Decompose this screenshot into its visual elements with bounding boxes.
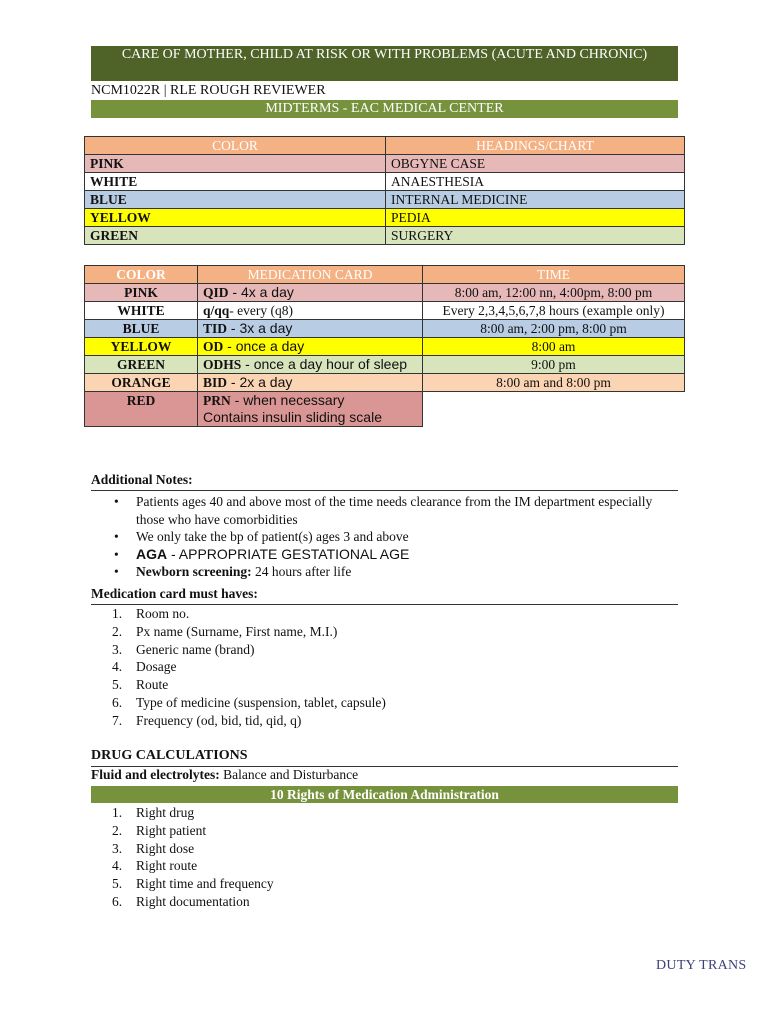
color-cell: ORANGE [85,374,198,392]
list-number: 1. [112,805,123,820]
list-number: 4. [112,659,123,675]
list-item [91,563,671,581]
column-header-medication: MEDICATION CARD [198,266,423,284]
list-number: 1. [112,606,123,621]
list-item [91,493,671,528]
list-number: 2. [112,623,123,639]
table-header-row [85,137,685,155]
note-term: Newborn screening: [136,564,252,579]
time-cell: 9:00 pm [423,356,685,374]
note-text: - APPROPRIATE GESTATIONAL AGE [167,545,410,562]
list-number: 7. [112,712,123,728]
list-item-text: Right documentation [136,893,250,909]
color-cell: YELLOW [85,338,198,356]
footer-text: DUTY TRANS [656,958,747,973]
color-cell: PINK [85,155,386,173]
medication-cell [198,374,423,392]
list-item [91,893,274,911]
table-row [85,191,685,209]
list-number: 3. [112,641,123,657]
medication-cell [198,302,423,320]
time-cell: 8:00 am, 2:00 pm, 8:00 pm [423,320,685,338]
chart-cell: INTERNAL MEDICINE [386,191,685,209]
course-code: NCM1022R | RLE ROUGH REVIEWER [91,83,326,98]
column-header-color: COLOR [85,266,198,284]
list-item-text: Right patient [136,822,207,838]
list-item [91,694,386,712]
time-cell: 8:00 am and 8:00 pm [423,374,685,392]
list-item [91,822,274,840]
chart-cell: ANAESTHESIA [386,173,685,191]
table-row [85,392,685,427]
list-item [91,658,386,676]
color-cell: PINK [85,284,198,302]
table-row [85,302,685,320]
table-row [85,209,685,227]
drug-calculations-heading: DRUG CALCULATIONS [91,748,248,763]
medication-cell [198,320,423,338]
frequency-description: - once a day hour of sleep [241,356,408,372]
color-cell: BLUE [85,320,198,338]
list-item-text: Type of medicine (suspension, tablet, capsule) [136,694,386,710]
divider [91,490,678,491]
list-item-text: Route [136,677,169,693]
table-row [85,284,685,302]
frequency-description: - 4x a day [228,284,294,300]
list-number: 4. [112,858,123,874]
table-row [85,227,685,245]
frequency-abbreviation: QID [203,285,229,300]
note-text: 24 hours after life [251,564,352,579]
frequency-description: - 3x a day [227,320,293,336]
chart-cell: SURGERY [386,227,685,245]
frequency-abbreviation: ODHS [203,357,242,372]
list-item-text: Right time and frequency [136,876,274,892]
chart-cell: OBGYNE CASE [386,155,685,173]
list-item [91,676,386,694]
note-term: AGA [136,545,168,562]
rights-list [91,804,274,911]
list-number: 3. [112,840,123,856]
fluid-text: Balance and Disturbance [219,767,359,782]
list-item-text: Right drug [136,805,195,820]
table-header-row [85,266,685,284]
note-text: Patients ages 40 and above most of the time needs clearance from the IM department especially those who have comorbidities [136,494,653,527]
list-item-text: Generic name (brand) [136,641,255,657]
list-item-text: Px name (Surname, First name, M.I.) [136,623,338,639]
list-item-text: Right dose [136,840,195,856]
frequency-description: - every (q8) [229,303,293,318]
time-cell: 8:00 am [423,338,685,356]
document-title: CARE OF MOTHER, CHILD AT RISK OR WITH PROBLEMS (ACUTE AND CHRONIC) [91,46,678,81]
frequency-extra-note: Contains insulin sliding scale [203,409,382,425]
time-cell: 8:00 am, 12:00 nn, 4:00pm, 8:00 pm [423,284,685,302]
table-row [85,320,685,338]
list-item-text: Frequency (od, bid, tid, qid, q) [136,712,302,728]
list-item [91,641,386,659]
list-item [91,605,386,623]
list-number: 5. [112,677,123,693]
list-item [91,804,274,822]
color-cell: YELLOW [85,209,386,227]
frequency-abbreviation: OD [203,339,224,354]
list-number: 5. [112,876,123,892]
color-cell: RED [85,392,198,427]
list-item-text: Dosage [136,659,177,675]
color-cell: GREEN [85,356,198,374]
color-cell: WHITE [85,302,198,320]
table-row [85,155,685,173]
table-row [85,338,685,356]
list-item [91,712,386,730]
medication-cell [198,338,423,356]
medication-cell [198,392,423,427]
list-number: 6. [112,893,123,909]
medication-card-table [84,265,685,427]
color-cell: GREEN [85,227,386,245]
list-number: 2. [112,822,123,838]
color-cell: BLUE [85,191,386,209]
frequency-description: - 2x a day [227,374,293,390]
fluid-electrolytes-line [91,767,358,783]
list-item [91,857,274,875]
medication-cell [198,284,423,302]
column-header-headings: HEADINGS/CHART [386,137,685,155]
list-item [91,840,274,858]
frequency-description: - once a day [223,338,305,354]
additional-notes-list [91,493,671,581]
table-row [85,356,685,374]
list-item [91,528,671,546]
frequency-abbreviation: TID [203,321,228,336]
frequency-abbreviation: q/qq [203,303,230,318]
chart-cell: PEDIA [386,209,685,227]
headings-chart-table [84,136,685,245]
frequency-abbreviation: PRN [203,393,231,408]
frequency-abbreviation: BID [203,375,228,390]
color-cell: WHITE [85,173,386,191]
list-item [91,546,671,564]
list-item-text: Right route [136,858,198,874]
med-card-heading: Medication card must haves: [91,586,258,601]
list-item [91,875,274,893]
time-cell [423,392,685,427]
note-text: We only take the bp of patient(s) ages 3 and above [136,529,409,544]
fluid-label: Fluid and electrolytes: [91,767,220,782]
rights-heading: 10 Rights of Medication Administration [91,786,678,803]
time-cell: Every 2,3,4,5,6,7,8 hours (example only) [423,302,685,320]
med-card-list [91,605,386,730]
list-item-text: Room no. [136,606,190,621]
list-item [91,623,386,641]
list-number: 6. [112,694,123,710]
table-row [85,374,685,392]
table-row [85,173,685,191]
medication-cell [198,356,423,374]
additional-notes-heading: Additional Notes: [91,472,193,487]
column-header-color: COLOR [85,137,386,155]
frequency-description: - when necessary [230,392,345,408]
column-header-time: TIME [423,266,685,284]
document-subtitle: MIDTERMS - EAC MEDICAL CENTER [91,100,678,118]
